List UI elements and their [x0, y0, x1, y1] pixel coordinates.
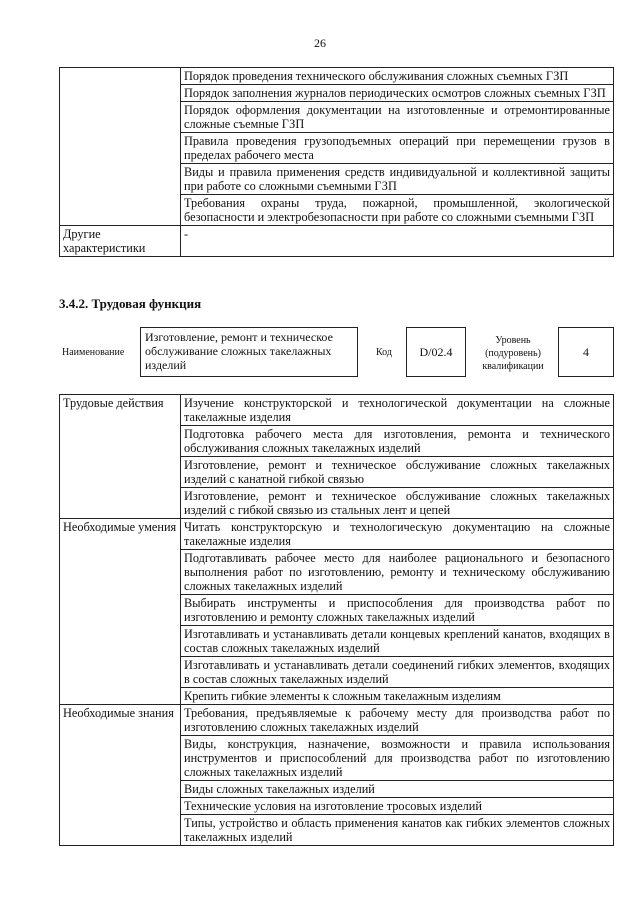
- table-row: [60, 395, 614, 426]
- table-cell: Требования, предъявляемые к рабочему месту для производства работ по изготовлению сложных такелажных изделий: [181, 705, 614, 736]
- row-label: Необходимые знания: [60, 705, 181, 846]
- page-number: 26: [314, 36, 326, 50]
- table-cell: Требования охраны труда, пожарной, промышленной, экологической безопасности и электробезопасности при работе со сложными съемными ГЗП: [181, 195, 614, 226]
- row-label: Необходимые умения: [60, 519, 181, 705]
- table-cell: Изучение конструкторской и технологической документации на сложные такелажные изделия: [181, 395, 614, 426]
- table-cell: Виды сложных такелажных изделий: [181, 781, 614, 798]
- table-cell: Изготавливать и устанавливать детали концевых креплений канатов, входящих в состав сложных такелажных изделий: [181, 626, 614, 657]
- code-value: D/02.4: [406, 327, 466, 377]
- table-row: [60, 226, 614, 257]
- table-row: [60, 705, 614, 736]
- table-row: [60, 68, 614, 85]
- table-row: [60, 519, 614, 550]
- table-cell: Порядок оформления документации на изготовленные и отремонтированные сложные съемные ГЗП: [181, 102, 614, 133]
- table-cell: Выбирать инструменты и приспособления для производства работ по изготовлению и ремонту сложных такелажных изделий: [181, 595, 614, 626]
- function-name-value: Изготовление, ремонт и техническое обслуживание сложных такелажных изделий: [140, 327, 358, 377]
- table-cell: Виды и правила применения средств индивидуальной и коллективной защиты при работе со сложными съемными ГЗП: [181, 164, 614, 195]
- table-cell: -: [181, 226, 614, 257]
- table-cell: Виды, конструкция, назначение, возможности и правила использования инструментов и приспособлений для производства работ по изготовлению сложных такелажных изделий: [181, 736, 614, 781]
- table-cell: Порядок проведения технического обслуживания сложных съемных ГЗП: [181, 68, 614, 85]
- table-cell: Крепить гибкие элементы к сложным такелажным изделиям: [181, 688, 614, 705]
- name-label: Наименование: [62, 347, 125, 358]
- table-cell: Технические условия на изготовление тросовых изделий: [181, 798, 614, 815]
- table-cell: Правила проведения грузоподъемных операций при перемещении грузов в пределах рабочего места: [181, 133, 614, 164]
- table-cell: Читать конструкторскую и технологическую документацию на сложные такелажные изделия: [181, 519, 614, 550]
- row-label: Другие характеристики: [60, 226, 181, 257]
- code-label: Код: [376, 347, 392, 358]
- table-cell: Изготавливать и устанавливать детали соединений гибких элементов, входящих в состав сложных такелажных изделий: [181, 657, 614, 688]
- section-title: 3.4.2. Трудовая функция: [59, 296, 202, 311]
- level-value: 4: [558, 327, 614, 377]
- level-label: Уровень (подуровень) квалификации: [482, 335, 544, 372]
- labor-function-table: [59, 394, 614, 846]
- table-cell: Подготовка рабочего места для изготовления, ремонта и технического обслуживания сложных такелажных изделий: [181, 426, 614, 457]
- table-cell: Порядок заполнения журналов периодических осмотров сложных съемных ГЗП: [181, 85, 614, 102]
- table-cell: Изготовление, ремонт и техническое обслуживание сложных такелажных изделий с гибкой связью из стальных лент и цепей: [181, 488, 614, 519]
- table-cell: Типы, устройство и область применения канатов как гибких элементов сложных такелажных изделий: [181, 815, 614, 846]
- table-cell: Подготавливать рабочее место для наиболее рационального и безопасного выполнения работ по изготовлению, ремонту и техническому обслуживанию сложных такелажных изделий: [181, 550, 614, 595]
- row-label: [60, 68, 181, 226]
- row-label: Трудовые действия: [60, 395, 181, 519]
- table-cell: Изготовление, ремонт и техническое обслуживание сложных такелажных изделий с канатной гибкой связью: [181, 457, 614, 488]
- continued-requirements-table: [59, 67, 614, 257]
